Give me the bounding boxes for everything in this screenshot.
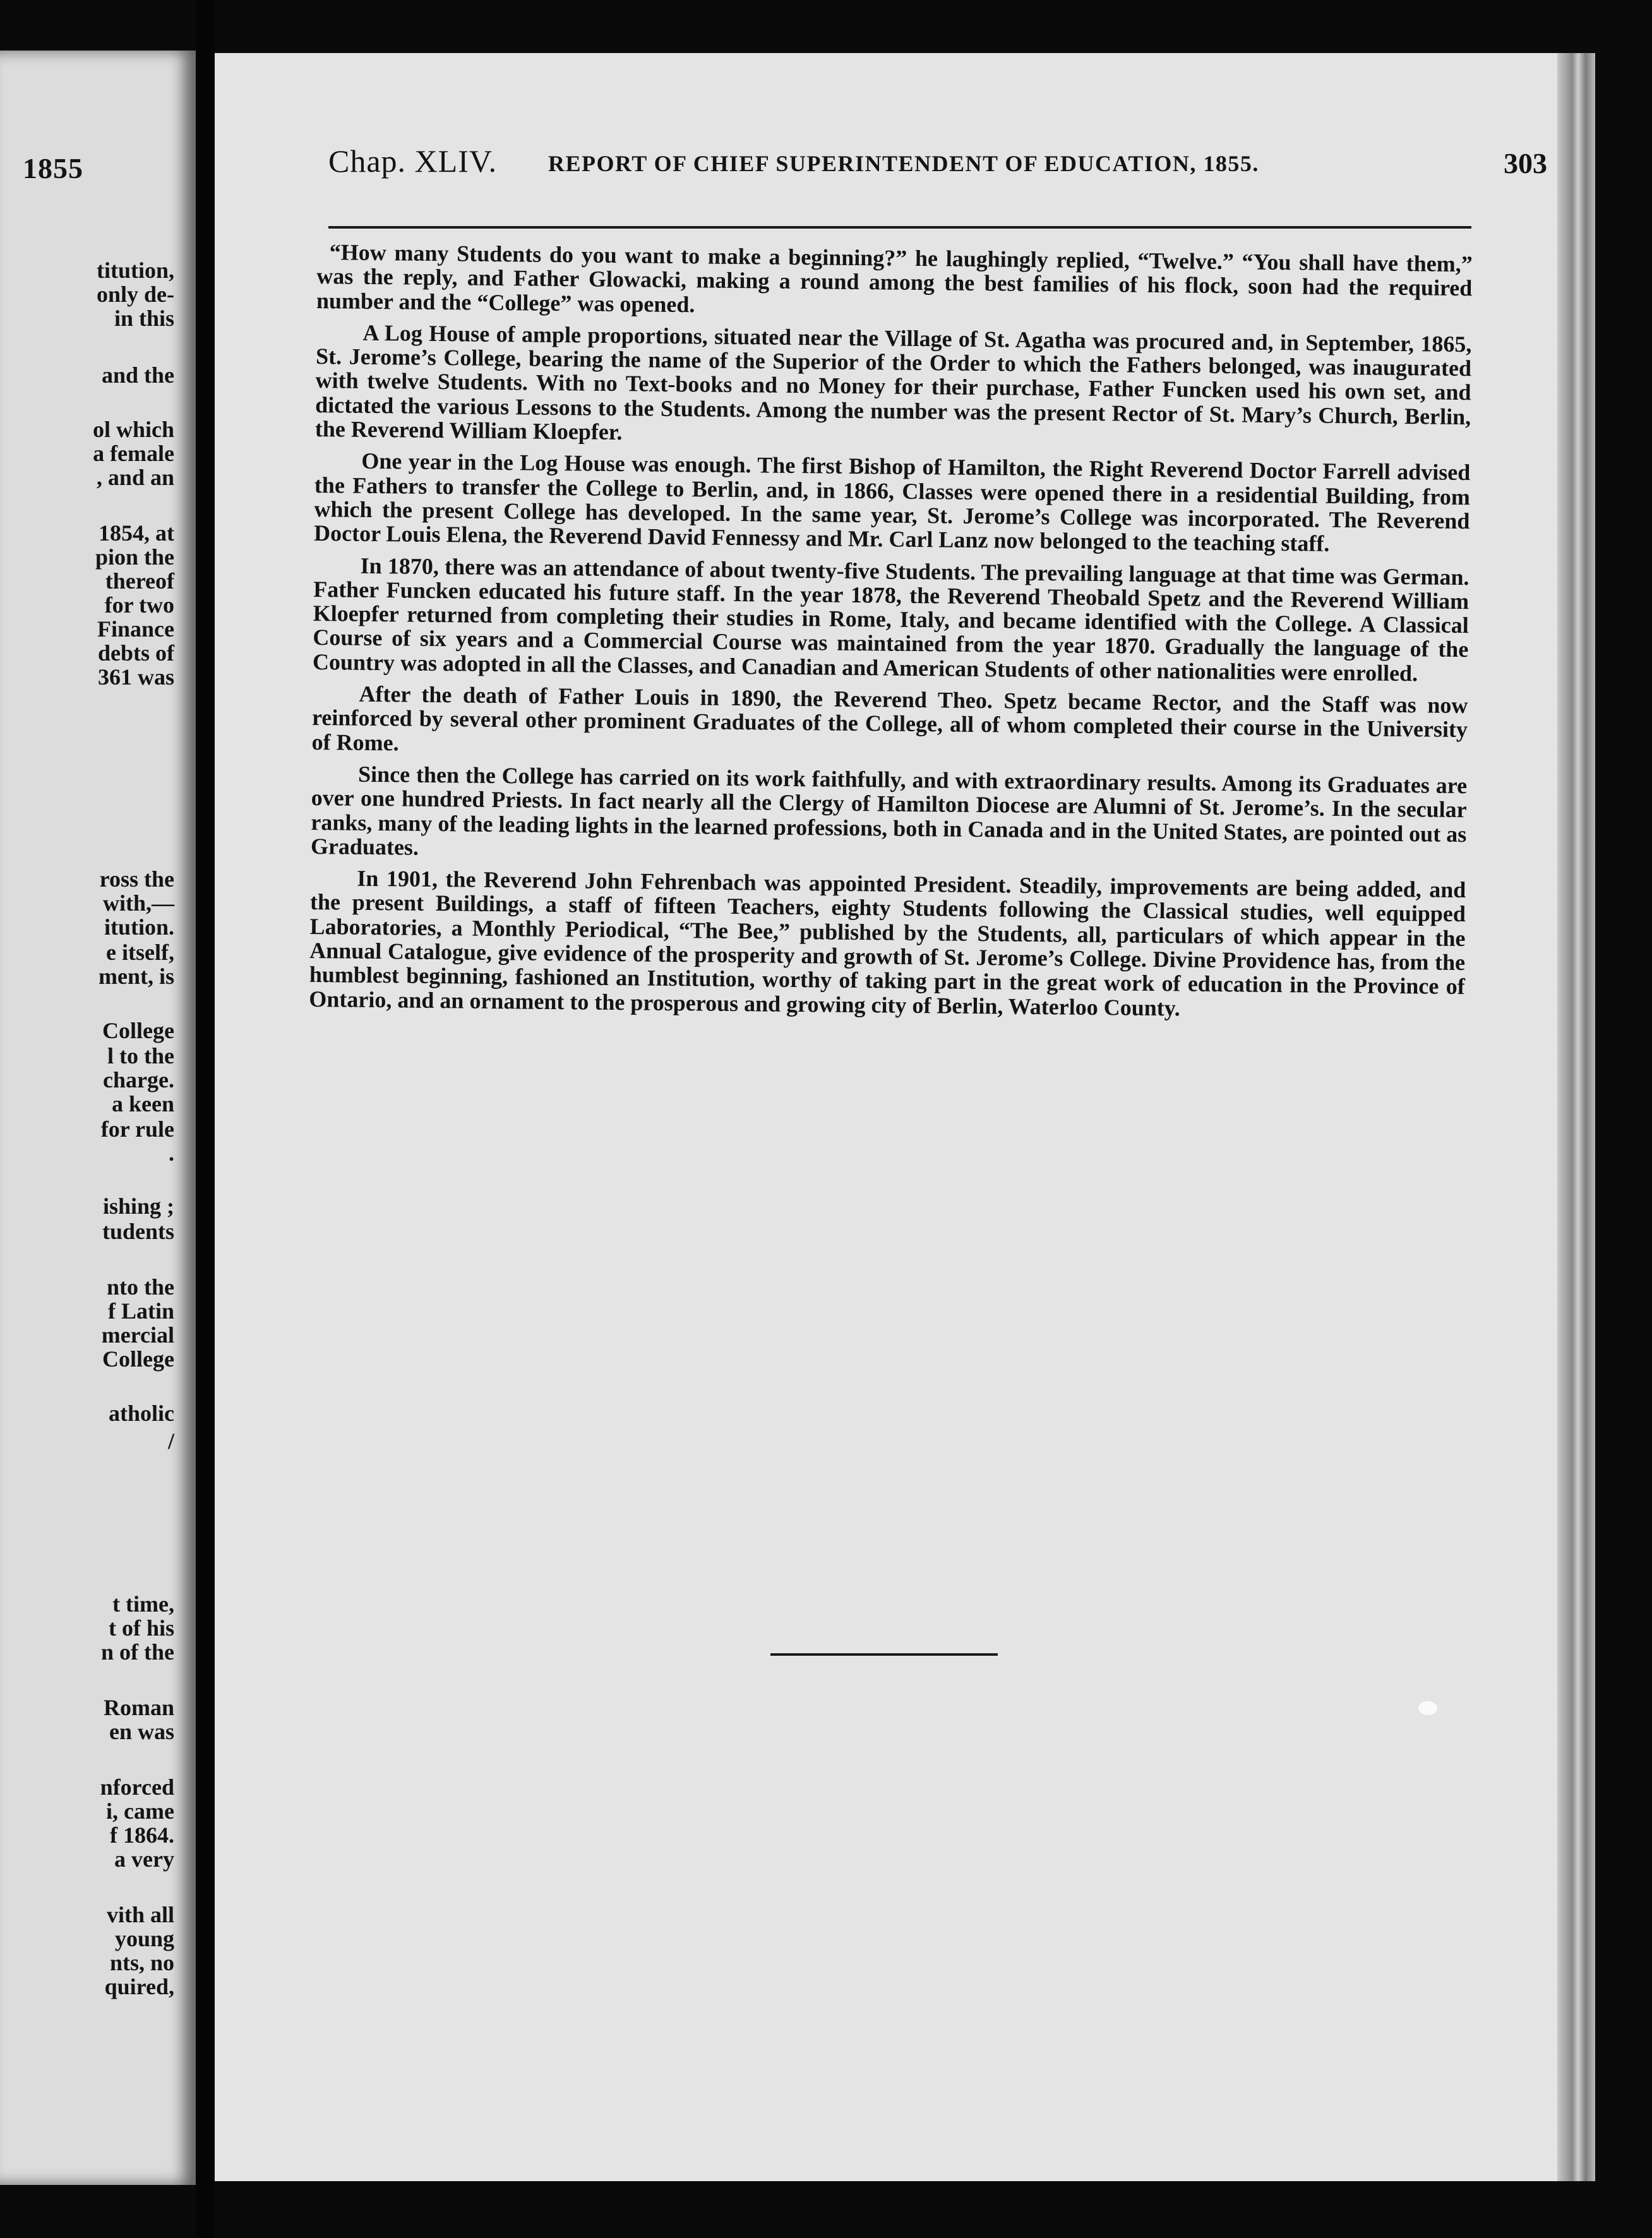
left-page-fragment-line: thereof (105, 568, 174, 594)
left-page-fragment-line: itution. (104, 914, 174, 940)
left-page-fragment-line: with,— (102, 890, 174, 916)
left-page-fragment-line: and the (101, 362, 174, 388)
paragraph: One year in the Log House was enough. The first Bishop of Hamilton, the Right Reverend Doctor Farrell advised the Fathers to transfer the College to Berlin, and, in 1866, Classes were opened there in a residential Building, from which the present College has developed. In the same year, St. Jerome’s College was incorporated. The Reverend Doctor Louis Elena, the Reverend David Fennessy and Mr. Carl Lanz now belonged to the teaching staff. (313, 448, 1471, 557)
left-page-fragment-line: vith all (106, 1902, 174, 1927)
left-page-fragment-line: College (102, 1018, 174, 1043)
left-page-fragment-line: i, came (106, 1798, 174, 1824)
header-rule (328, 226, 1471, 229)
left-page-fragment-line: only de- (96, 282, 174, 307)
left-page-fragment-line: 1854, at (99, 520, 174, 546)
left-page-fragment-line: en was (109, 1719, 174, 1744)
left-page-fragment-line: f 1864. (110, 1822, 174, 1848)
report-title: REPORT OF CHIEF SUPERINTENDENT OF EDUCATION, 1855. (548, 151, 1259, 176)
left-page-fragment-line: for two (104, 592, 174, 618)
left-page-fragment-line: young (114, 1926, 174, 1951)
left-page-fragment-line: ishing ; (102, 1194, 174, 1219)
left-page-fragment-line: t time, (112, 1591, 174, 1617)
left-page-fragment-line: ross the (99, 866, 174, 892)
left-page-fragment-line: debts of (97, 640, 174, 666)
left-page-fragment-line: nto the (107, 1274, 174, 1300)
left-page-fragment-line: for rule (100, 1116, 174, 1142)
left-page-fragment-line: e itself, (106, 940, 174, 965)
page-number: 303 (1504, 147, 1547, 179)
paper-speck (1418, 1701, 1437, 1715)
left-page-fragment-line: tudents (102, 1219, 174, 1244)
paragraph: Since then the College has carried on its work faithfully, and with extraordinary results. Among its Graduates are over one hundred Priests. In fact nearly all the Clergy of Hamilton Diocese are Alumni of St. Jerome’s. In the secular ranks, many of the leading lights in the learned professions, both in Canada and in the United States, are pointed out as Graduates. (310, 761, 1468, 860)
left-page-fragment-line: nforced (100, 1774, 174, 1800)
left-page-fragment-line: titution, (96, 258, 174, 283)
paragraph: A Log House of ample proportions, situated near the Village of St. Agatha was procured and, in September, 1865, St. Jerome’s College, bearing the name of the Superior of the Order to which the Fathers belonged, was inaugurated with twelve Students. With no Text-books and no Money for their purchase, Father Funcken used his own set, and dictated the various Lessons to the Students. Among the number was the present Rector of St. Mary’s Church, Berlin, the Reverend William Kloepfer. (314, 320, 1472, 445)
left-page-folio: 1855 (23, 152, 83, 184)
left-page-fragment-line: . (169, 1140, 174, 1166)
left-page-fragment-line: n of the (101, 1639, 174, 1665)
left-page-fragment-line: l to the (107, 1043, 174, 1068)
left-page-fragment-line: ment, is (99, 964, 174, 989)
left-page-fragment-line: Finance (97, 616, 174, 642)
left-page-fragment-line: pion the (95, 544, 174, 570)
left-page-fragment-line: quired, (104, 1974, 174, 1999)
left-page-fragment-line: nts, no (109, 1950, 174, 1975)
body-text (309, 240, 1473, 1031)
main-page (215, 53, 1595, 2181)
left-page-fragment-line: mercial (101, 1322, 174, 1348)
left-page-fragment-line: a keen (112, 1091, 174, 1116)
left-page-fragment-line: 361 was (97, 664, 174, 690)
left-page-fragment-line: a very (114, 1846, 174, 1872)
left-page-fragment (0, 51, 196, 2185)
left-page-fragment-line: f Latin (107, 1298, 174, 1324)
paragraph: In 1870, there was an attendance of about twenty-five Students. The prevailing language at that time was German. Father Funcken educated his future staff. In the year 1878, the Reverend Theobald Spetz and the Reverend William Kloepfer returned from completing their studies in Rome, Italy, and became identified with the College. A Classical Course of six years and a Commercial Course was maintained from the year 1870. Gradually the language of the Country was adopted in all the Classes, and Canadian and American Students of other nationalities were enrolled. (312, 553, 1469, 686)
section-end-rule (770, 1653, 998, 1656)
left-page-fragment-line: College (102, 1346, 174, 1372)
running-head (328, 143, 1547, 187)
chapter-label: Chap. XLIV. (328, 143, 498, 179)
left-page-fragment-line: ol which (92, 417, 174, 442)
left-page-fragment-line: in this (114, 306, 174, 331)
left-page-fragment-line: a female (93, 441, 174, 466)
left-page-fragment-line: t of his (108, 1615, 174, 1641)
left-page-fragment-line: , and an (96, 465, 174, 490)
left-page-fragment-line: charge. (103, 1067, 174, 1092)
book-gutter (196, 0, 215, 2238)
paragraph: After the death of Father Louis in 1890, the Reverend Theo. Spetz became Rector, and the Staff was now reinforced by several other prominent Graduates of the College, all of whom completed their course in the University of Rome. (311, 681, 1468, 756)
paragraph: In 1901, the Reverend John Fehrenbach was appointed President. Steadily, improvements are being added, and the present Buildings, a staff of fifteen Teachers, eighty Students following the Classical studies, well equipped Laboratories, a Monthly Periodical, “The Bee,” published by the Students, all, particulars of which appear in the Annual Catalogue, give evidence of the prosperity and growth of St. Jerome’s College. Divine Providence has, from the humblest beginning, fashioned an Institution, worthy of taking part in the great work of education in the Province of Ontario, and an ornament to the prosperous and growing city of Berlin, Waterloo County. (309, 865, 1466, 1020)
page-edge-shadow (1557, 53, 1595, 2181)
left-page-fragment-line: Roman (103, 1695, 174, 1720)
paragraph: “How many Students do you want to make a beginning?” he laughingly replied, “Twelve.” “You shall have them,” was the reply, and Father Glowacki, making a round among the best families of his flock, soon had the required number and the “College” was opened. (316, 239, 1473, 317)
left-page-fragment-line: atholic (109, 1401, 174, 1426)
left-page-fragment-line: / (167, 1428, 174, 1454)
